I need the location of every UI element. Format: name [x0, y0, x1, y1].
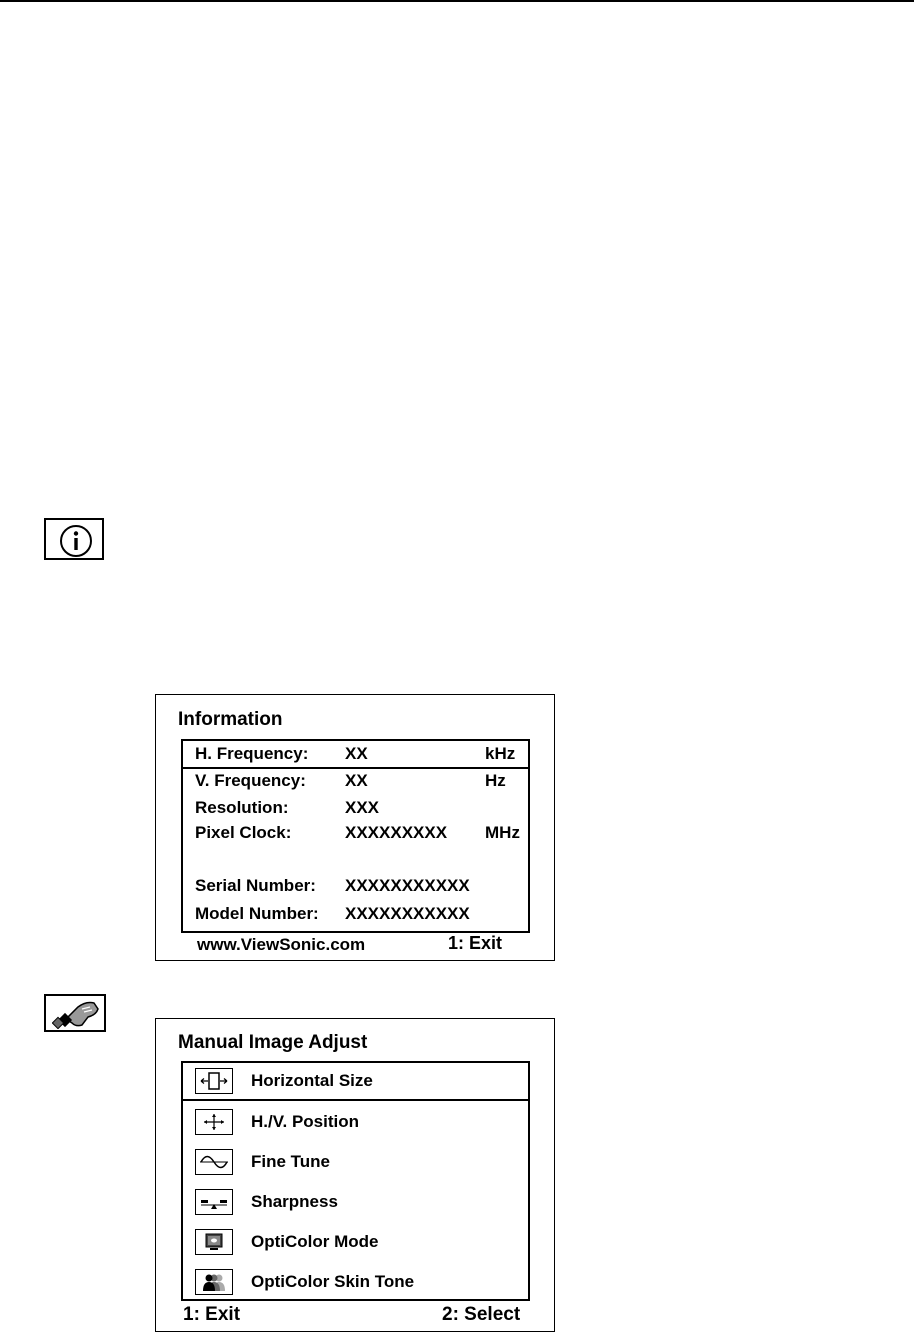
info-row-serial-number: [195, 876, 525, 898]
info-row-model-number: [195, 904, 525, 926]
position-arrows-icon: [195, 1109, 233, 1135]
exit-button[interactable]: 1: Exit: [448, 933, 503, 953]
info-row-h-frequency: [195, 744, 525, 766]
menu-item-opticolor-skin-tone[interactable]: [195, 1269, 525, 1297]
menu-item-label: Sharpness: [251, 1192, 338, 1211]
menu-item-label: OptiColor Mode: [251, 1232, 379, 1251]
hand-adjust-icon: [44, 994, 106, 1032]
info-row-label: V. Frequency:: [195, 771, 306, 790]
select-button[interactable]: 2: Select: [442, 1304, 521, 1325]
info-row-value: XXXXXXXXXXX: [345, 876, 470, 895]
sine-wave-icon: [195, 1149, 233, 1175]
menu-item-sharpness[interactable]: [195, 1189, 525, 1217]
menu-item-label: H./V. Position: [251, 1112, 360, 1131]
menu-item-horizontal-size[interactable]: [195, 1068, 525, 1096]
horizontal-size-icon: [195, 1068, 233, 1094]
top-rule: [0, 0, 914, 2]
exit-button[interactable]: 1: Exit: [183, 1304, 241, 1325]
info-row-label: Model Number:: [195, 904, 319, 923]
info-row-label: H. Frequency:: [195, 744, 309, 763]
menu-item-label: Horizontal Size: [251, 1071, 373, 1090]
info-row-resolution: [195, 798, 525, 820]
people-icon: [195, 1269, 233, 1295]
sharpness-icon: [195, 1189, 233, 1215]
info-row-value: XXX: [345, 798, 380, 817]
info-row-value: XXXXXXXXX: [345, 823, 448, 842]
information-panel: [155, 694, 555, 961]
menu-item-opticolor-mode[interactable]: [195, 1229, 525, 1257]
monitor-icon: [195, 1229, 233, 1255]
menu-item-label: OptiColor Skin Tone: [251, 1272, 415, 1291]
info-row-value: XXXXXXXXXXX: [345, 904, 470, 923]
menu-item-fine-tune[interactable]: [195, 1149, 525, 1177]
manual-image-adjust-panel: [155, 1018, 555, 1332]
info-row-unit: MHz: [485, 823, 520, 842]
information-title: Information: [178, 709, 283, 730]
info-row-unit: kHz: [485, 744, 516, 763]
menu-item-hv-position[interactable]: [195, 1109, 525, 1137]
info-row-label: Resolution:: [195, 798, 289, 817]
manual-image-adjust-menu: [181, 1061, 530, 1301]
info-icon: [44, 518, 104, 560]
info-row-value: XX: [345, 771, 368, 790]
menu-item-label: Fine Tune: [251, 1152, 331, 1171]
manual-image-adjust-title: Manual Image Adjust: [178, 1032, 368, 1053]
info-row-label: Pixel Clock:: [195, 823, 292, 842]
info-row-unit: Hz: [485, 771, 506, 790]
information-list: [181, 739, 530, 933]
info-row-pixel-clock: [195, 823, 525, 845]
website-link[interactable]: www.ViewSonic.com: [197, 935, 366, 954]
info-row-v-frequency: [195, 771, 525, 793]
info-row-label: Serial Number:: [195, 876, 316, 895]
info-row-value: XX: [345, 744, 368, 763]
